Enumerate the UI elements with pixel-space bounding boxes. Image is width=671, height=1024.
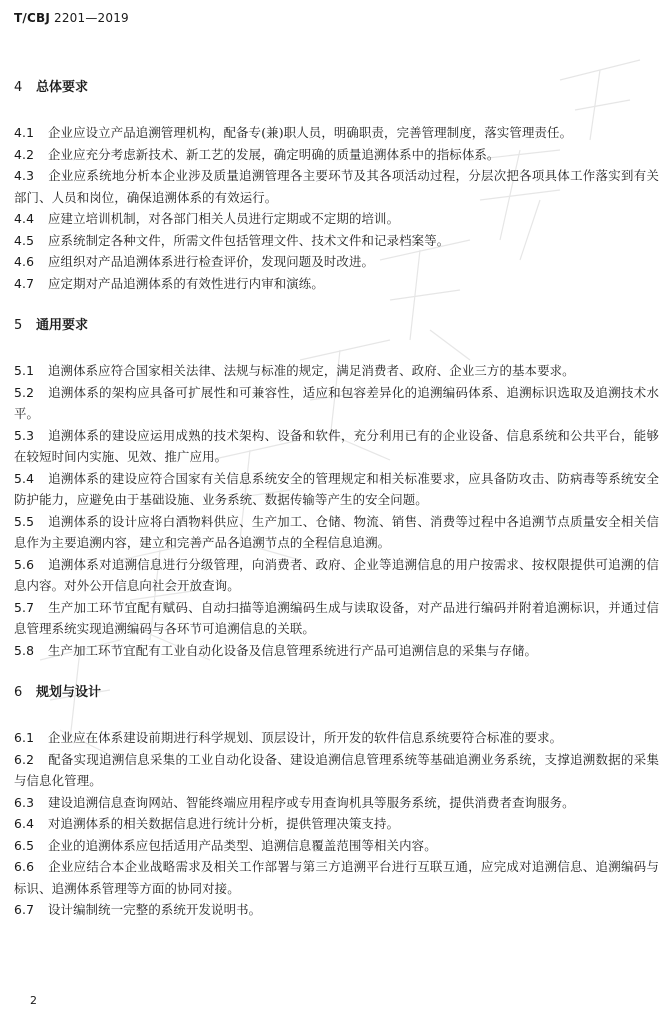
clause-text: 企业应充分考虑新技术、新工艺的发展，确定明确的质量追溯体系中的指标体系。 [48, 146, 500, 162]
section-6 [14, 683, 659, 921]
clause-number: 4.3 [14, 168, 35, 183]
section-number: 4 [14, 80, 23, 95]
clause-text: 企业的追溯体系应包括适用产品类型、追溯信息覆盖范围等相关内容。 [48, 837, 437, 853]
clause-number: 4.7 [14, 275, 35, 291]
clause-text: 企业应系统地分析本企业涉及质量追溯管理各主要环节及其各项活动过程，分层次把各项具体工作落实到有关部门、人员和岗位，确保追溯体系的有效运行。 [14, 168, 659, 205]
clause-number: 6.3 [14, 794, 35, 810]
clause-6-4 [14, 813, 659, 835]
clause-text: 追溯体系的建设应运用成熟的技术架构、设备和软件，充分利用已有的企业设备、信息系统和公共平台，能够在较短时间内实施、见效、推广应用。 [14, 427, 659, 464]
section-heading: 总体要求 [36, 80, 89, 95]
document-body [14, 78, 659, 943]
clause-4-1 [14, 122, 659, 144]
clause-5-7 [14, 597, 659, 640]
clause-4-3 [14, 165, 659, 208]
section-5 [14, 316, 659, 661]
clause-6-6 [14, 856, 659, 899]
clause-4-5 [14, 230, 659, 252]
clause-text: 追溯体系的设计应将白酒物料供应、生产加工、仓储、物流、销售、消费等过程中各追溯节点质量安全相关信息作为主要追溯内容，建立和完善产品各追溯节点的全程信息追溯。 [14, 513, 659, 550]
clause-number: 5.7 [14, 599, 35, 615]
clause-text: 生产加工环节宜配有赋码、自动扫描等追溯编码生成与读取设备，对产品进行编码并附着追溯标识，并通过信息管理系统实现追溯编码与各环节可追溯信息的关联。 [14, 599, 659, 636]
standard-code: T/CBJ [14, 11, 50, 25]
clause-number: 6.6 [14, 859, 35, 874]
clause-text: 企业应设立产品追溯管理机构，配备专(兼)职人员，明确职责，完善管理制度，落实管理责任。 [48, 125, 573, 140]
clause-number: 6.1 [14, 730, 35, 745]
clause-text: 生产加工环节宜配有工业自动化设备及信息管理系统进行产品可追溯信息的采集与存储。 [48, 642, 538, 658]
clause-6-2 [14, 749, 659, 792]
clause-text: 应系统制定各种文件，所需文件包括管理文件、技术文件和记录档案等。 [48, 232, 450, 248]
document-header [14, 11, 129, 25]
clause-number: 5.8 [14, 642, 35, 658]
clause-number: 4.2 [14, 146, 35, 162]
standard-number: 2201—2019 [54, 11, 129, 25]
section-title [14, 683, 659, 703]
clause-4-4 [14, 208, 659, 230]
clause-5-3 [14, 425, 659, 468]
clause-6-3 [14, 792, 659, 814]
clause-number: 6.7 [14, 902, 35, 917]
clause-text: 对追溯体系的相关数据信息进行统计分析，提供管理决策支持。 [48, 816, 400, 831]
clause-6-7 [14, 899, 659, 921]
clause-5-6 [14, 554, 659, 597]
clause-number: 4.4 [14, 211, 35, 226]
clause-text: 建设追溯信息查询网站、智能终端应用程序或专用查询机具等服务系统，提供消费者查询服务。 [48, 794, 575, 810]
clause-text: 追溯体系的建设应符合国家有关信息系统安全的管理规定和相关标准要求，应具备防攻击、防病毒等系统安全防护能力，应避免由于基础设施、业务系统、数据传输等产生的安全问题。 [14, 470, 659, 507]
clause-5-2 [14, 382, 659, 425]
clause-text: 应组织对产品追溯体系进行检查评价，发现问题及时改进。 [48, 254, 375, 269]
clause-4-7 [14, 273, 659, 295]
clause-text: 应建立培训机制，对各部门相关人员进行定期或不定期的培训。 [48, 211, 400, 226]
page-number: 2 [30, 994, 37, 1007]
clause-text: 应定期对产品追溯体系的有效性进行内审和演练。 [48, 275, 324, 291]
clause-text: 追溯体系对追溯信息进行分级管理，向消费者、政府、企业等追溯信息的用户按需求、按权限提供可追溯的信息内容。对外公开信息向社会开放查询。 [14, 556, 659, 593]
clause-5-8 [14, 640, 659, 662]
clause-number: 5.1 [14, 363, 35, 378]
section-heading: 规划与设计 [36, 685, 102, 700]
clause-5-5 [14, 511, 659, 554]
section-number: 5 [14, 318, 23, 333]
clause-number: 5.5 [14, 513, 35, 529]
clause-number: 5.2 [14, 384, 35, 400]
clause-number: 4.6 [14, 254, 35, 269]
clause-6-1 [14, 727, 659, 749]
clause-text: 追溯体系的架构应具备可扩展性和可兼容性，适应和包容差异化的追溯编码体系、追溯标识选取及追溯技术水平。 [14, 384, 659, 421]
clause-number: 5.4 [14, 470, 35, 486]
clause-number: 6.2 [14, 751, 35, 767]
clause-text: 配备实现追溯信息采集的工业自动化设备、建设追溯信息管理系统等基础追溯业务系统，支撑追溯数据的采集与信息化管理。 [14, 751, 659, 788]
clause-number: 6.5 [14, 837, 35, 853]
clause-number: 5.6 [14, 556, 35, 572]
section-4 [14, 78, 659, 294]
section-heading: 通用要求 [36, 318, 89, 333]
clause-number: 4.1 [14, 125, 35, 140]
clause-text: 追溯体系应符合国家相关法律、法规与标准的规定，满足消费者、政府、企业三方的基本要求。 [48, 363, 575, 378]
clause-4-2 [14, 144, 659, 166]
clause-text: 企业应结合本企业战略需求及相关工作部署与第三方追溯平台进行互联互通，应完成对追溯信息、追溯编码与标识、追溯体系管理等方面的协同对接。 [14, 859, 659, 896]
clause-5-1 [14, 360, 659, 382]
clause-5-4 [14, 468, 659, 511]
clause-4-6 [14, 251, 659, 273]
clause-text: 企业应在体系建设前期进行科学规划、顶层设计，所开发的软件信息系统要符合标准的要求。 [48, 730, 563, 745]
clause-number: 5.3 [14, 427, 35, 443]
clause-6-5 [14, 835, 659, 857]
section-number: 6 [14, 685, 23, 700]
clause-number: 4.5 [14, 232, 35, 248]
section-title [14, 78, 659, 98]
clause-number: 6.4 [14, 816, 35, 831]
clause-text: 设计编制统一完整的系统开发说明书。 [48, 902, 262, 917]
section-title [14, 316, 659, 336]
